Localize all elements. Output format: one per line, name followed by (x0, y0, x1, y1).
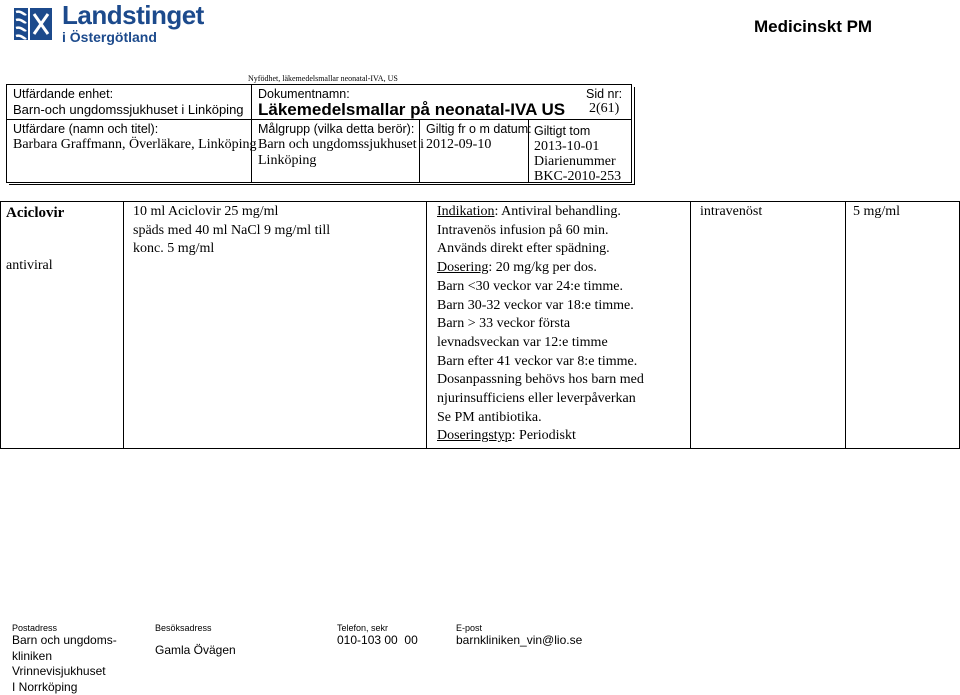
dokumentnamn-value: Läkemedelsmallar på neonatal-IVA US (258, 100, 566, 119)
malgrupp-value-1: Barn och ungdomssjukhuset i (258, 137, 425, 152)
doseringstyp-label: Doseringstyp (437, 428, 512, 444)
postadress-line: Barn och ungdoms- (12, 633, 117, 647)
instruction-line: levnadsveckan var 12:e timme (437, 334, 608, 350)
drug-name: Aciclovir (6, 205, 65, 221)
drug-table (0, 201, 960, 449)
postadress-line: Vrinnevisjukhuset (12, 664, 106, 679)
sid-label: Sid nr: (586, 87, 623, 101)
instruction-line: Barn 30-32 veckor var 18:e timme. (437, 297, 634, 313)
landstinget-logo (12, 2, 212, 46)
indikation-label: Indikation (437, 204, 495, 219)
giltig-fr-label: Giltig fr o m datum: (426, 122, 532, 136)
instruction-line: Barn > 33 veckor första (437, 316, 571, 332)
indikation-text: : Antiviral behandling. (494, 204, 621, 219)
diarienummer-value: BKC-2010-253 (534, 169, 622, 184)
sid-value: 2(61) (589, 101, 620, 116)
besoksadress-value: Gamla Övägen (155, 643, 236, 657)
logo-region: i Östergötland (62, 29, 157, 45)
postadress-line: I Norrköping (12, 679, 78, 694)
utfardare-value: Barbara Graffmann, Överläkare, Linköping (13, 137, 257, 152)
instructions-cell (437, 203, 644, 446)
doseringstyp-line (437, 427, 644, 446)
utfardare-label: Utfärdare (namn och titel): (13, 122, 159, 136)
epost-value: barnkliniken_vin@lio.se (456, 633, 583, 647)
doseringstyp-text: : Periodiskt (511, 428, 576, 444)
instruction-line: Barn efter 41 veckor var 8:e timme. (437, 353, 638, 369)
telefon-value: 010-103 00 00 (337, 633, 418, 647)
instruction-line: Dosanpassning behövs hos barn med (437, 372, 644, 388)
giltigt-tom-value: 2013-10-01 (534, 139, 600, 154)
logo-name: Landstinget (62, 0, 204, 30)
postadress-line: kliniken (12, 648, 53, 663)
giltigt-tom-label: Giltigt tom (534, 124, 591, 138)
dosering-line (437, 259, 644, 278)
preparation-cell (133, 203, 330, 259)
instruction-line: Barn <30 veckor var 24:e timme. (437, 278, 623, 294)
telefon-label: Telefon, sekr (337, 623, 389, 633)
dosering-label: Dosering (437, 260, 489, 276)
drug-category: antiviral (6, 258, 53, 273)
route-cell: intravenöst (700, 204, 763, 219)
document-type: Medicinskt PM (754, 17, 873, 36)
utfardande-enhet-label: Utfärdande enhet: (13, 87, 114, 101)
indikation-line (437, 203, 644, 222)
small-title: Nyfödhet, läkemedelsmallar neonatal-IVA, US (248, 74, 398, 83)
preparation-line: konc. 5 mg/ml (133, 241, 215, 257)
diarienummer-label: Diarienummer (534, 154, 616, 169)
header-table (6, 84, 632, 183)
malgrupp-value-2: Linköping (258, 153, 317, 168)
dosering-text: : 20 mg/kg per dos. (488, 260, 597, 276)
giltig-fr-value: 2012-09-10 (426, 137, 492, 152)
concentration-cell: 5 mg/ml (853, 204, 901, 219)
instruction-line: Intravenös infusion på 60 min. (437, 222, 609, 238)
preparation-line: späds med 40 ml NaCl 9 mg/ml till (133, 222, 331, 238)
dokumentnamn-label: Dokumentnamn: (258, 87, 350, 101)
postadress-value (12, 633, 117, 695)
malgrupp-label: Målgrupp (vilka detta berör): (258, 122, 415, 136)
postadress-label: Postadress (12, 623, 58, 633)
instruction-line: Se PM antibiotika. (437, 409, 542, 425)
landstinget-emblem-icon (12, 2, 56, 46)
utfardande-enhet-value: Barn-och ungdomssjukhuset i Linköping (13, 102, 244, 117)
instruction-line: Används direkt efter spädning. (437, 241, 610, 257)
besoksadress-label: Besöksadress (155, 623, 212, 633)
instruction-line: njurinsufficiens eller leverpåverkan (437, 391, 636, 407)
preparation-line: 10 ml Aciclovir 25 mg/ml (133, 204, 279, 219)
epost-label: E-post (456, 623, 483, 633)
